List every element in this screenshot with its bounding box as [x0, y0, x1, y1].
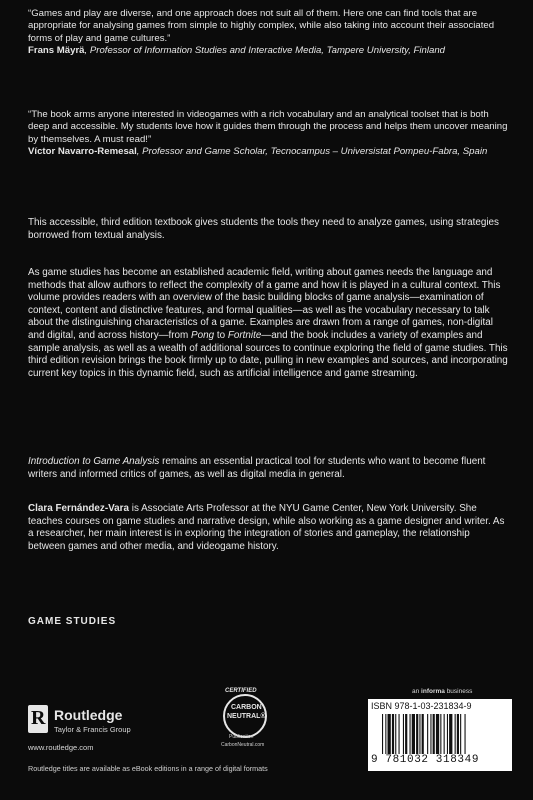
publisher-url: www.routledge.com — [28, 743, 94, 752]
endorsement-1-affiliation: , Professor of Information Studies and Interactive Media, Tampere University, Finland — [84, 44, 445, 56]
description-p2-part-c: —and the book includes a variety of examples and sample analysis, as well as a wealth of additional sources to continue exploring the field of game studies. This third edition revision brings the book firmly up to date, pulling in new examples and sources, and incorporating current key topics in this dynamic field, such as artificial intelligence and game streaming. — [28, 329, 508, 379]
endorsement-1-attribution — [28, 45, 508, 57]
carbon-publication: Publication — [229, 734, 254, 740]
description-paragraph-3 — [28, 456, 508, 481]
endorsement-2-affiliation: , Professor and Game Scholar, Tecnocampus – Universistat Pompeu-Fabra, Spain — [136, 145, 488, 157]
isbn-digits: 9 781032 318349 — [371, 754, 480, 766]
routledge-logo — [28, 705, 198, 745]
carbon-line-2: NEUTRAL® — [227, 713, 266, 720]
isbn-label: ISBN 978-1-03-231834-9 — [371, 701, 472, 711]
description-paragraph-1: This accessible, third edition textbook gives students the tools they need to analyze games, using strategies borrowed from textual analysis. — [28, 217, 499, 241]
game-title-fortnite: Fortnite — [227, 329, 262, 341]
series-name: GAME STUDIES — [28, 616, 117, 627]
author-bio — [28, 503, 508, 553]
carbon-neutral-badge-icon — [217, 688, 275, 750]
informa-business-label: an informa business — [412, 688, 473, 695]
endorsement-2 — [28, 109, 508, 158]
book-title: Introduction to Game Analysis — [28, 456, 160, 467]
endorsement-2-attribution — [28, 146, 508, 158]
description-p2-part-a: As game studies has become an established academic field, writing about games needs the language and methods that allow authors to reflect the complexity of a game and how it is played in a cultural context. This volume provides readers with an overview of the basic building blocks of game analysis—examination of context, content and distinctive features, and formal qualities—as well as the vocabulary necessary to talk about the distinguishing characteristics of a game. Examples are drawn from a range of games, non-digital and digital, and across history—from — [28, 267, 501, 341]
author-bio-text: is Associate Arts Professor at the NYU Game Center, New York University. She teaches courses on game studies and narrative design, while also working as a game designer and writer. As a researcher, her main interest is in exploring the integration of stories and gameplay, the relationship between games and other media, and videogame history. — [28, 503, 505, 552]
description-p3-rest: remains an essential practical tool for students who want to become fluent writers and informed critics of games, as well as digital media in general. — [28, 456, 486, 480]
endorsement-1-author: Frans Mäyrä — [28, 44, 85, 56]
game-title-pong: Pong — [191, 329, 215, 341]
publisher-name: Routledge — [54, 707, 123, 723]
isbn-barcode — [368, 699, 512, 771]
endorsement-1 — [28, 8, 508, 57]
carbon-line-1: CARBON — [231, 704, 262, 711]
endorsement-2-author: Víctor Navarro-Remesal — [28, 145, 137, 157]
endorsement-2-text: “The book arms anyone interested in videogames with a rich vocabulary and an analytical toolset that is both deep and accessible. My students love how it guides them through the process and helps them uncover meaning by themselves. A must read!” — [28, 109, 508, 145]
endorsement-1-text: “Games and play are diverse, and one approach does not suit all of them. Here one can find tools that are appropriate for analysing games from simple to highly complex, while also taking into account their associated forms of play and game cultures.” — [28, 8, 495, 44]
publisher-group: Taylor & Francis Group — [54, 725, 131, 734]
informa-brand: informa — [421, 688, 445, 695]
carbon-site: CarbonNeutral.com — [221, 742, 265, 748]
routledge-r-icon: R — [28, 705, 48, 733]
ebook-note: Routledge titles are available as eBook editions in a range of digital formats — [28, 764, 268, 773]
author-name: Clara Fernández-Vara — [28, 503, 129, 514]
description-paragraph-2 — [28, 267, 508, 380]
description-p2-part-b: to — [214, 329, 228, 341]
carbon-certified-label: CERTIFIED — [225, 688, 257, 694]
